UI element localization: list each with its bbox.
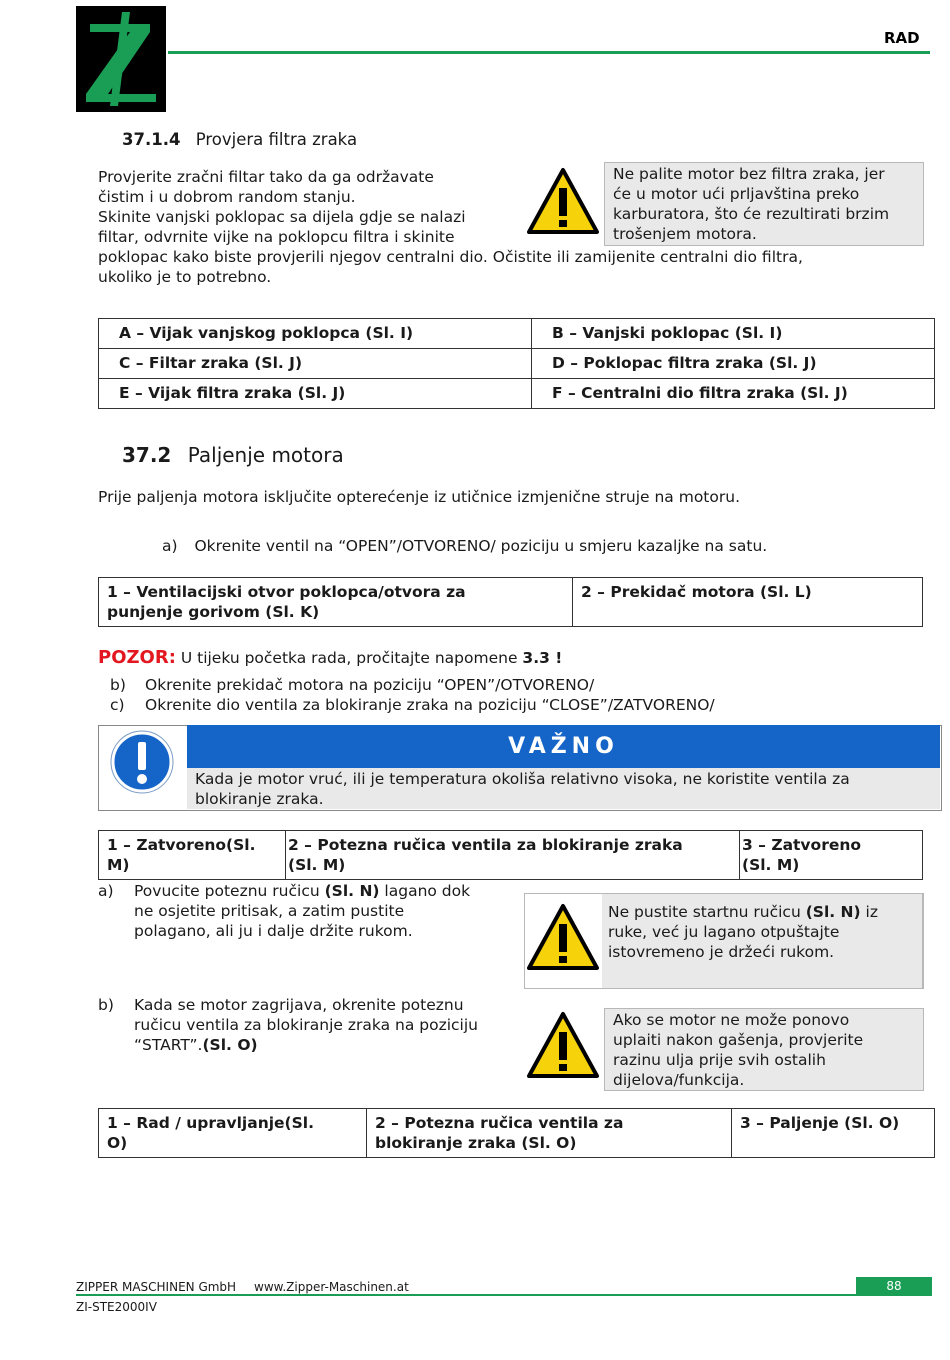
pozor-notice: POZOR: U tijeku početka rada, pročitajte napomene 3.3 ! (98, 647, 563, 668)
header-title: RAD (884, 29, 920, 47)
important-body: Kada je motor vruć, ili je temperatura okoliša relativno visoka, ne koristite ventila za blokiranje zraka. (187, 768, 940, 809)
warning-triangle-icon (526, 166, 600, 241)
step-a-pull-cord-text: Povucite poteznu ručicu (Sl. N) lagano dok ne osjetite pritisak, a zatim pustite polagano, ali ju i dalje držite rukom. (134, 882, 471, 940)
table-row: C – Filtar zraka (Sl. J) D – Poklopac filtra zraka (Sl. J) (99, 349, 935, 379)
start-intro-text: Prije paljenja motora isključite opterećenje iz utičnice izmjenične struje na motoru. (98, 488, 740, 506)
section-heading-3714: 37.1.4 Provjera filtra zraka (122, 130, 358, 149)
table-row: 1 – Ventilacijski otvor poklopca/otvora za punjenje gorivom (Sl. K) 2 – Prekidač motora (Sl. L) (99, 578, 923, 627)
page-number: 88 (856, 1277, 932, 1295)
warning-box-oil: Ako se motor ne može ponovo uplaiti nakon gašenja, provjerite razinu ulja prije svih ostalih dijelova/funkcija. (604, 1008, 924, 1091)
step-b-warmup-label: b) (98, 996, 114, 1014)
list-item: c) Okrenite dio ventila za blokiranje zraka na poziciju “CLOSE”/ZATVORENO/ (110, 696, 715, 714)
zipper-logo (76, 6, 166, 112)
table-row: A – Vijak vanjskog poklopca (Sl. I) B – Vanjski poklopac (Sl. I) (99, 319, 935, 349)
step-a-open-valve: a) Okrenite ventil na “OPEN”/OTVORENO/ poziciju u smjeru kazaljke na satu. (162, 537, 768, 555)
parts-table-fuel (98, 577, 923, 627)
parts-table-operation (98, 1108, 935, 1158)
header-rule (168, 51, 930, 54)
warning-box-cord: Ne pustite startnu ručicu (Sl. N) iz ruke, već ju lagano otpuštajte istovremeno je držeći rukom. (602, 893, 923, 989)
table-row: 1 – Rad / upravljanje(Sl. O) 2 – Potezna ručica ventila za blokiranje zraka (Sl. O) 3 – Paljenje (Sl. O) (99, 1109, 935, 1158)
warning-triangle-icon (526, 902, 600, 977)
filter-check-paragraph: Provjerite zračni filtar tako da ga održavate čistim i u dobrom random stanju. Skinite vanjski poklopac sa dijela gdje se nalazi filtar, odvrnite vijke na poklopcu filtra i skinite poklopac kako biste provjerili njegov centralni dio. Očistite ili zamijenite centralni dio filtra, ukoliko je to potrebno. (98, 168, 803, 286)
section-heading-372: 37.2 Paljenje motora (122, 443, 344, 467)
important-title: VAŽNO (187, 725, 940, 768)
info-exclamation-icon (110, 730, 174, 799)
footer-company: ZIPPER MASCHINEN GmbH (76, 1280, 237, 1294)
steps-b-c (110, 675, 715, 715)
footer-rule (76, 1294, 932, 1296)
parts-table-choke (98, 830, 923, 880)
footer-website-link[interactable]: www.Zipper-Maschinen.at (254, 1280, 409, 1294)
table-row: 1 – Zatvoreno(Sl. M) 2 – Potezna ručica ventila za blokiranje zraka (Sl. M) 3 – Zatvoreno (Sl. M) (99, 831, 923, 880)
warning-triangle-icon (526, 1010, 600, 1085)
table-row: E – Vijak filtra zraka (Sl. J) F – Centralni dio filtra zraka (Sl. J) (99, 379, 935, 409)
step-b-warmup-text: Kada se motor zagrijava, okrenite poteznu ručicu ventila za blokiranje zraka na poziciju “START”.(Sl. O) (134, 996, 478, 1054)
list-item: b) Okrenite prekidač motora na poziciju “OPEN”/OTVORENO/ (110, 676, 595, 694)
parts-table-filter (98, 318, 935, 409)
warning-box-filter: Ne palite motor bez filtra zraka, jer će u motor ući prljavština preko karburatora, što će rezultirati brzim trošenjem motora. (604, 162, 924, 246)
step-a-pull-cord-label: a) (98, 882, 114, 900)
footer-model: ZI-STE2000IV (76, 1300, 157, 1314)
